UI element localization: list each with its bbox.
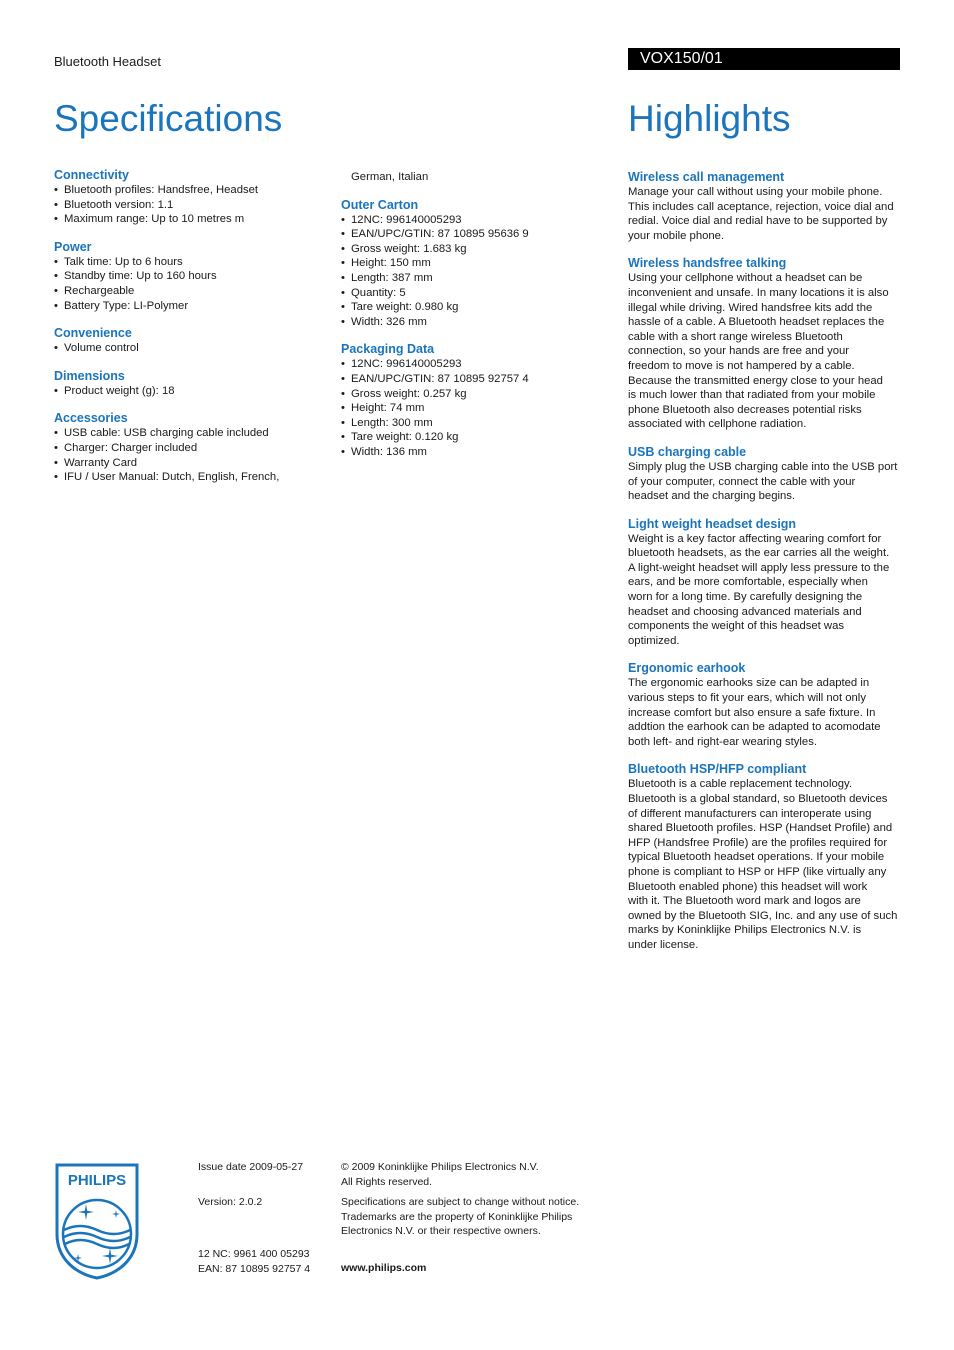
highlight-text-line: owned by the Bluetooth SIG, Inc. and any use of such	[628, 909, 898, 922]
highlight-text-line: Because the transmitted energy close to your head	[628, 374, 883, 387]
spec-list-item: • Width: 136 mm	[341, 445, 601, 460]
model-number-bar: VOX150/01	[628, 48, 900, 70]
spec-section	[54, 168, 324, 227]
notice-line-1: Specifications are subject to change without notice.	[341, 1196, 580, 1208]
highlight-text-line: cable with a short range wireless Bluetooth	[628, 330, 843, 343]
spec-list-item: • Height: 74 mm	[341, 401, 601, 416]
highlight-text-line: phone Bluetooth also decreases potential risks	[628, 403, 862, 416]
spec-list-item: • Length: 300 mm	[341, 416, 601, 431]
highlight-text-line: worn for a long time. By carefully designing the	[628, 591, 863, 604]
spec-list-item: • IFU / User Manual: Dutch, English, French,	[54, 470, 324, 485]
highlight-text-line: increase comfort but also ensure a safe fixture. In	[628, 706, 876, 719]
spec-section-title: Packaging Data	[341, 342, 435, 357]
highlight-text-line: freedom to move is not hampered by a cable.	[628, 359, 855, 372]
highlight-text-line: Bluetooth is a global standard, so Bluetooth devices	[628, 793, 888, 805]
highlight-text-line: associated with cellphone radiation.	[628, 418, 807, 431]
spec-section-title: Dimensions	[54, 368, 125, 383]
highlight-title: USB charging cable	[628, 444, 747, 459]
highlight-text-line: Using your cellphone without a headset can be	[628, 272, 863, 285]
copyright-line-2: All Rights reserved.	[341, 1175, 433, 1188]
highlight-text-line: headset and the charging begins.	[628, 490, 796, 503]
spec-list-item: • 12NC: 996140005293	[341, 357, 601, 372]
highlight-text-line: ears, and be more comfortable, especially when	[628, 576, 868, 589]
highlight-text-line: typical Bluetooth headset operations. If your mobile	[628, 851, 885, 864]
highlight-text-line: optimized.	[628, 634, 680, 647]
spec-list-item: • Bluetooth version: 1.1	[54, 198, 324, 213]
highlight-text-line: Bluetooth is a cable replacement technology.	[628, 778, 852, 791]
spec-list-item: • USB cable: USB charging cable included	[54, 426, 324, 441]
philips-shield-logo	[54, 1162, 140, 1280]
highlight-section	[628, 445, 900, 504]
highlight-text-line: headset and choosing advanced materials and	[628, 605, 862, 618]
spec-list-item: • Tare weight: 0.980 kg	[341, 300, 601, 315]
highlight-text-line: Manage your call without using your mobile phone.	[628, 186, 883, 198]
highlight-title: Bluetooth HSP/HFP compliant	[628, 762, 807, 777]
spec-list-item: • Battery Type: LI-Polymer	[54, 299, 324, 314]
highlight-text-line: Weight is a key factor affecting wearing comfort for	[628, 532, 882, 545]
highlight-text-line: inconvenient and unsafe. In many locations it is also	[628, 286, 889, 299]
highlight-section	[628, 762, 900, 952]
spec-section-title: Outer Carton	[341, 197, 419, 212]
product-codes	[198, 1247, 310, 1276]
spec-section-title: Accessories	[54, 411, 128, 426]
highlight-section	[628, 170, 900, 243]
highlight-text-line: components the weight of this headset was	[628, 620, 845, 633]
highlight-text-line: various steps to fit your ears, which will not only	[628, 692, 866, 705]
highlight-title: Ergonomic earhook	[628, 661, 746, 676]
highlight-section	[628, 661, 900, 749]
highlight-text-line: redial. Voice dial and redial have to be supported by	[628, 215, 888, 228]
logo-wordmark: PHILIPS	[67, 1172, 127, 1189]
highlight-text-line: connection, so your hands are free and your	[628, 345, 850, 358]
highlights-column	[628, 170, 900, 966]
spec-list-item: • EAN/UPC/GTIN: 87 10895 95636 9	[341, 227, 601, 242]
spec-list-item: • Rechargeable	[54, 284, 324, 299]
spec-list-item: • Gross weight: 1.683 kg	[341, 242, 601, 257]
version: Version: 2.0.2	[198, 1196, 263, 1208]
spec-section-title: Power	[54, 239, 92, 254]
spec-list-item: • Height: 150 mm	[341, 256, 601, 271]
highlights-title: Highlights	[628, 98, 791, 139]
specs-column-2	[341, 170, 601, 473]
ean-code: EAN: 87 10895 92757 4	[198, 1262, 311, 1275]
highlight-section	[628, 256, 900, 432]
highlight-text-line: bluetooth headsets, as the ear carries all the weight.	[628, 547, 890, 560]
spec-list-item: • Talk time: Up to 6 hours	[54, 255, 324, 270]
highlight-text-line: addtion the earhook can be adapted to acomodate	[628, 721, 881, 734]
spec-list-item: • Length: 387 mm	[341, 271, 601, 286]
spec-list-item: • Warranty Card	[54, 456, 324, 471]
highlight-text-line: illegal while driving. Wired handsfree kits add the	[628, 301, 873, 314]
spec-list-item: • Quantity: 5	[341, 286, 601, 301]
spec-list-item: • Standby time: Up to 160 hours	[54, 269, 324, 284]
spec-list-item: • Volume control	[54, 341, 324, 356]
highlight-title: Wireless handsfree talking	[628, 256, 787, 271]
website-link[interactable]: www.philips.com	[341, 1262, 427, 1274]
copyright-line-1: © 2009 Koninklijke Philips Electronics N.V.	[341, 1161, 539, 1173]
product-type: Bluetooth Headset	[54, 54, 161, 69]
highlight-text-line: of your computer, connect the cable with your	[628, 475, 856, 488]
highlight-text-line: shared Bluetooth profiles. HSP (Handset Profile) and	[628, 822, 893, 835]
highlight-text-line: phone is compliant to HSP or HFP (like virtually any	[628, 865, 887, 878]
highlight-text-line: Simply plug the USB charging cable into the USB port	[628, 460, 898, 473]
specs-continuation-text: German, Italian	[351, 171, 429, 183]
specs-column-1	[54, 168, 324, 498]
highlight-text-line: This includes call aceptance, rejection, voice dial and	[628, 200, 894, 213]
spec-list-item: • Product weight (g): 18	[54, 384, 324, 399]
spec-section	[54, 411, 324, 484]
spec-list-item: • Width: 326 mm	[341, 315, 601, 330]
spec-list-item: • Maximum range: Up to 10 metres m	[54, 212, 324, 227]
highlight-section	[628, 517, 900, 649]
spec-list-item: • EAN/UPC/GTIN: 87 10895 92757 4	[341, 372, 601, 387]
highlight-text-line: HFP (Handsfree Profile) are the profiles required for	[628, 836, 888, 849]
spec-list-item: • Gross weight: 0.257 kg	[341, 387, 601, 402]
highlight-text-line: your mobile phone.	[628, 229, 725, 242]
highlight-text-line: A light-weight headset will apply less pressure to the	[628, 561, 890, 574]
issue-date: Issue date 2009-05-27	[198, 1161, 304, 1173]
spec-section	[341, 342, 601, 459]
highlight-title: Light weight headset design	[628, 516, 797, 531]
spec-section-title: Connectivity	[54, 168, 130, 182]
spec-section	[341, 198, 601, 330]
spec-section	[54, 326, 324, 356]
spec-list-item: • Bluetooth profiles: Handsfree, Headset	[54, 183, 324, 198]
specifications-title: Specifications	[54, 98, 283, 139]
notice-line-3: Electronics N.V. or their respective owners.	[341, 1225, 541, 1238]
highlight-text-line: with it. The Bluetooth word mark and logos are	[628, 895, 861, 908]
highlight-text-line: The ergonomic earhooks size can be adapted in	[628, 677, 870, 690]
highlight-text-line: hassle of a cable. A Bluetooth headset replaces the	[628, 316, 885, 329]
nc-code: 12 NC: 9961 400 05293	[198, 1248, 310, 1260]
spec-section	[54, 369, 324, 399]
spec-list-item: • 12NC: 996140005293	[341, 213, 601, 228]
spec-list-item: • Tare weight: 0.120 kg	[341, 430, 601, 445]
highlight-text-line: Bluetooth enabled phone) this headset will work	[628, 880, 868, 893]
notice-line-2: Trademarks are the property of Koninklijke Philips	[341, 1210, 573, 1223]
highlight-title: Wireless call management	[628, 170, 785, 184]
spec-section	[54, 240, 324, 313]
spec-section-title: Convenience	[54, 326, 132, 341]
highlight-text-line: of different manufacturers can interoperate using	[628, 807, 872, 820]
highlight-text-line: is much lower than that radiated from your mobile	[628, 389, 876, 402]
highlight-text-line: under license.	[628, 938, 699, 951]
highlight-text-line: marks by Koninklijke Philips Electronics N.V. is	[628, 924, 862, 937]
copyright	[341, 1160, 539, 1189]
legal-notice	[341, 1195, 579, 1239]
highlight-text-line: both left- and right-ear wearing styles.	[628, 735, 818, 748]
spec-list-item: • Charger: Charger included	[54, 441, 324, 456]
